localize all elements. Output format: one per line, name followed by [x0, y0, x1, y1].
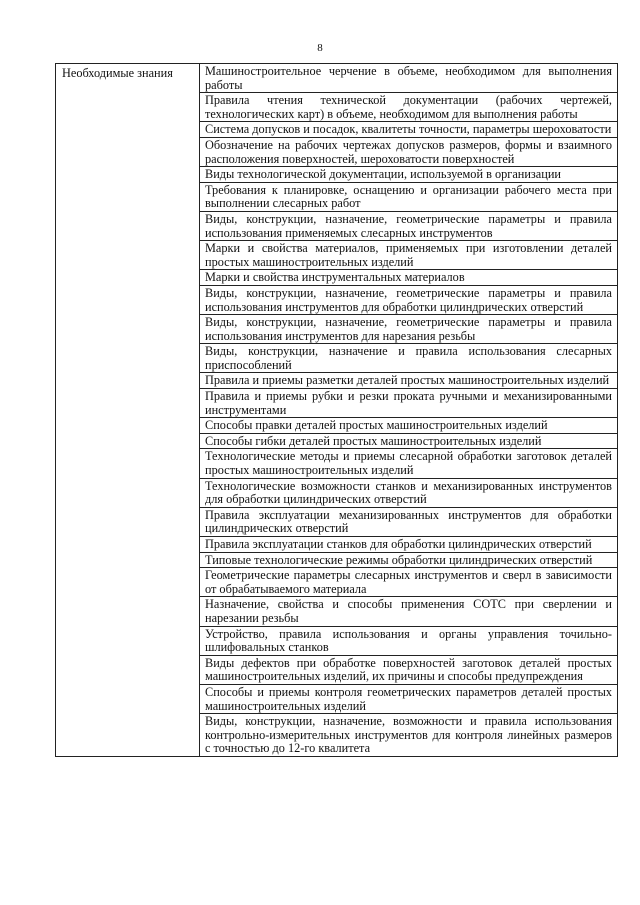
knowledge-item: Виды, конструкции, назначение, возможности и правила использования контрольно-измерительных инструментов для контроля линейных размеров с точностью до 12-го квалитета: [200, 714, 618, 757]
section-label: Необходимые знания: [56, 64, 200, 757]
knowledge-item: Технологические возможности станков и механизированных инструментов для обработки цилиндрических отверстий: [200, 478, 618, 507]
knowledge-item: Геометрические параметры слесарных инструментов и сверл в зависимости от обрабатываемого материала: [200, 568, 618, 597]
knowledge-item: Способы гибки деталей простых машиностроительных изделий: [200, 433, 618, 449]
knowledge-item: Правила и приемы рубки и резки проката ручными и механизированными инструментами: [200, 389, 618, 418]
knowledge-item: Машиностроительное черчение в объеме, необходимом для выполнения работы: [200, 64, 618, 93]
knowledge-item: Типовые технологические режимы обработки цилиндрических отверстий: [200, 552, 618, 568]
knowledge-item: Способы правки деталей простых машиностроительных изделий: [200, 418, 618, 434]
knowledge-item: Виды, конструкции, назначение, геометрические параметры и правила использования инструментов для нарезания резьбы: [200, 315, 618, 344]
knowledge-item: Требования к планировке, оснащению и организации рабочего места при выполнении слесарных работ: [200, 182, 618, 211]
knowledge-item: Правила и приемы разметки деталей простых машиностроительных изделий: [200, 373, 618, 389]
knowledge-item: Технологические методы и приемы слесарной обработки заготовок деталей простых машиностроительных изделий: [200, 449, 618, 478]
knowledge-item: Правила эксплуатации станков для обработки цилиндрических отверстий: [200, 537, 618, 553]
knowledge-item: Правила чтения технической документации (рабочих чертежей, технологических карт) в объеме, необходимом для выполнения работы: [200, 93, 618, 122]
requirements-table: [55, 63, 618, 757]
knowledge-item: Назначение, свойства и способы применения СОТС при сверлении и нарезании резьбы: [200, 597, 618, 626]
knowledge-item: Правила эксплуатации механизированных инструментов для обработки цилиндрических отверстий: [200, 507, 618, 536]
knowledge-item: Способы и приемы контроля геометрических параметров деталей простых машиностроительных изделий: [200, 684, 618, 713]
knowledge-item: Марки и свойства материалов, применяемых при изготовлении деталей простых машиностроительных изделий: [200, 241, 618, 270]
knowledge-item: Обозначение на рабочих чертежах допусков размеров, формы и взаимного расположения поверхностей, шероховатости поверхностей: [200, 137, 618, 166]
table-row: [56, 64, 618, 93]
knowledge-item: Система допусков и посадок, квалитеты точности, параметры шероховатости: [200, 122, 618, 138]
knowledge-item: Виды, конструкции, назначение, геометрические параметры и правила использования инструментов для обработки цилиндрических отверстий: [200, 285, 618, 314]
knowledge-item: Виды дефектов при обработке поверхностей заготовок деталей простых машиностроительных изделий, их причины и способы предупреждения: [200, 655, 618, 684]
knowledge-item: Виды, конструкции, назначение и правила использования слесарных приспособлений: [200, 344, 618, 373]
knowledge-item: Виды технологической документации, используемой в организации: [200, 167, 618, 183]
knowledge-item: Марки и свойства инструментальных материалов: [200, 270, 618, 286]
page-number: 8: [317, 42, 323, 54]
knowledge-item: Виды, конструкции, назначение, геометрические параметры и правила использования применяемых слесарных инструментов: [200, 211, 618, 240]
knowledge-item: Устройство, правила использования и органы управления точильно-шлифовальных станков: [200, 626, 618, 655]
